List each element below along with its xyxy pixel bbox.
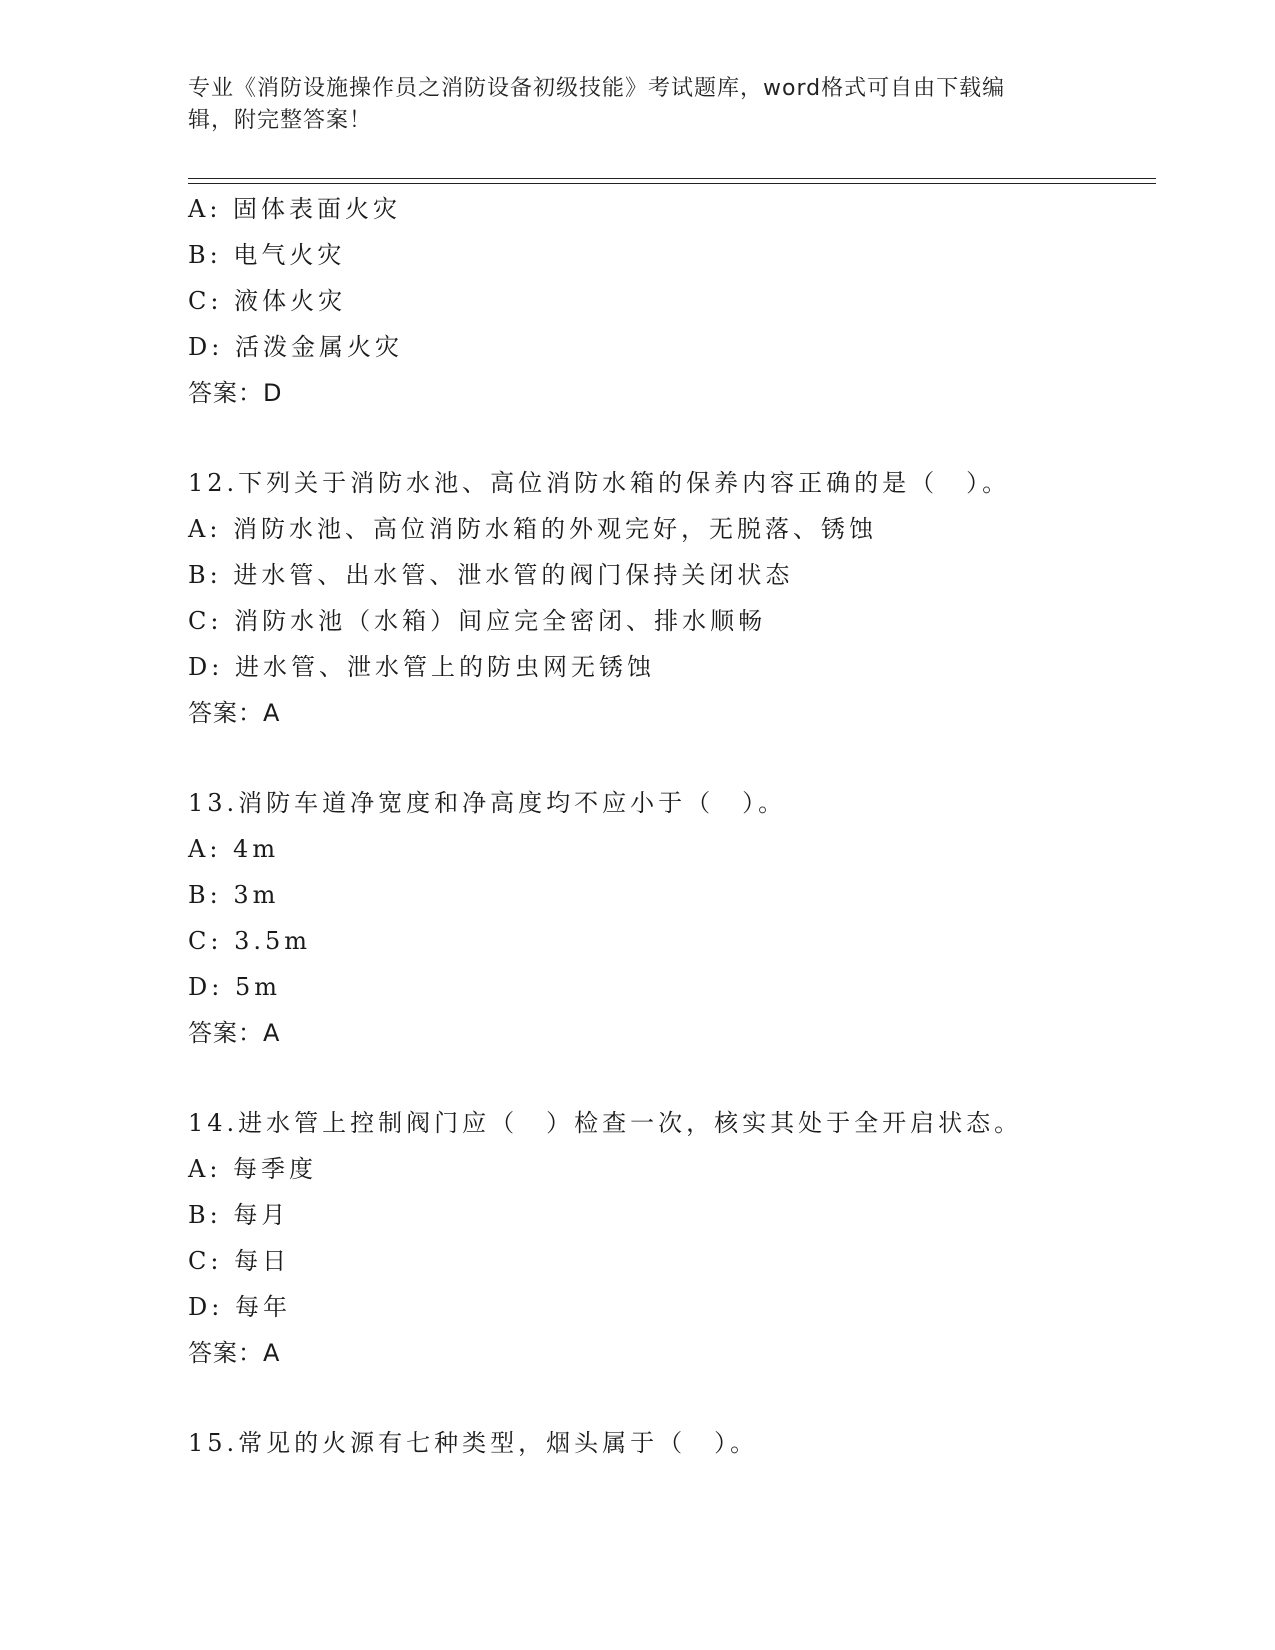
option-a: A: 每季度 xyxy=(188,1155,318,1183)
option-c: C: 3.5m xyxy=(188,927,312,955)
header-rule-bottom xyxy=(188,183,1156,184)
option-c: C: 液体火灾 xyxy=(188,287,347,315)
option-c: C: 每日 xyxy=(188,1247,291,1275)
question-11-tail xyxy=(188,186,1148,416)
option-d: D: 活泼金属火灾 xyxy=(188,333,403,361)
option-a: A: 4m xyxy=(188,835,280,863)
answer: 答案：A xyxy=(188,1339,281,1367)
question-15 xyxy=(188,1420,1148,1466)
option-b: B: 进水管、出水管、泄水管的阀门保持关闭状态 xyxy=(188,561,794,589)
question-text: 14.进水管上控制阀门应（ ）检查一次，核实其处于全开启状态。 xyxy=(188,1109,1023,1137)
option-d: D: 进水管、泄水管上的防虫网无锈蚀 xyxy=(188,653,655,681)
question-12 xyxy=(188,460,1148,736)
answer: 答案：A xyxy=(188,699,281,727)
intro-line-2: 辑，附完整答案！ xyxy=(188,108,373,133)
document-intro xyxy=(188,73,1088,137)
option-d: D: 5m xyxy=(188,973,281,1001)
spacer xyxy=(188,1376,1148,1420)
spacer xyxy=(188,1056,1148,1100)
option-a: A: 消防水池、高位消防水箱的外观完好，无脱落、锈蚀 xyxy=(188,515,878,543)
option-a: A: 固体表面火灾 xyxy=(188,195,402,223)
option-b: B: 3m xyxy=(188,881,280,909)
answer: 答案：D xyxy=(188,379,283,407)
intro-line-1: 专业《消防设施操作员之消防设备初级技能》考试题库，word格式可自由下载编 xyxy=(188,76,1006,101)
option-d: D: 每年 xyxy=(188,1293,291,1321)
question-text: 12.下列关于消防水池、高位消防水箱的保养内容正确的是（ ）。 xyxy=(188,469,1011,497)
option-c: C: 消防水池（水箱）间应完全密闭、排水顺畅 xyxy=(188,607,767,635)
question-text: 13.消防车道净宽度和净高度均不应小于（ ）。 xyxy=(188,789,787,817)
option-b: B: 每月 xyxy=(188,1201,290,1229)
header-rule-top xyxy=(188,178,1156,179)
spacer xyxy=(188,736,1148,780)
spacer xyxy=(188,416,1148,460)
question-14 xyxy=(188,1100,1148,1376)
option-b: B: 电气火灾 xyxy=(188,241,346,269)
answer: 答案：A xyxy=(188,1019,281,1047)
question-text: 15.常见的火源有七种类型，烟头属于（ ）。 xyxy=(188,1429,759,1457)
question-13 xyxy=(188,780,1148,1056)
question-list xyxy=(188,186,1148,1466)
